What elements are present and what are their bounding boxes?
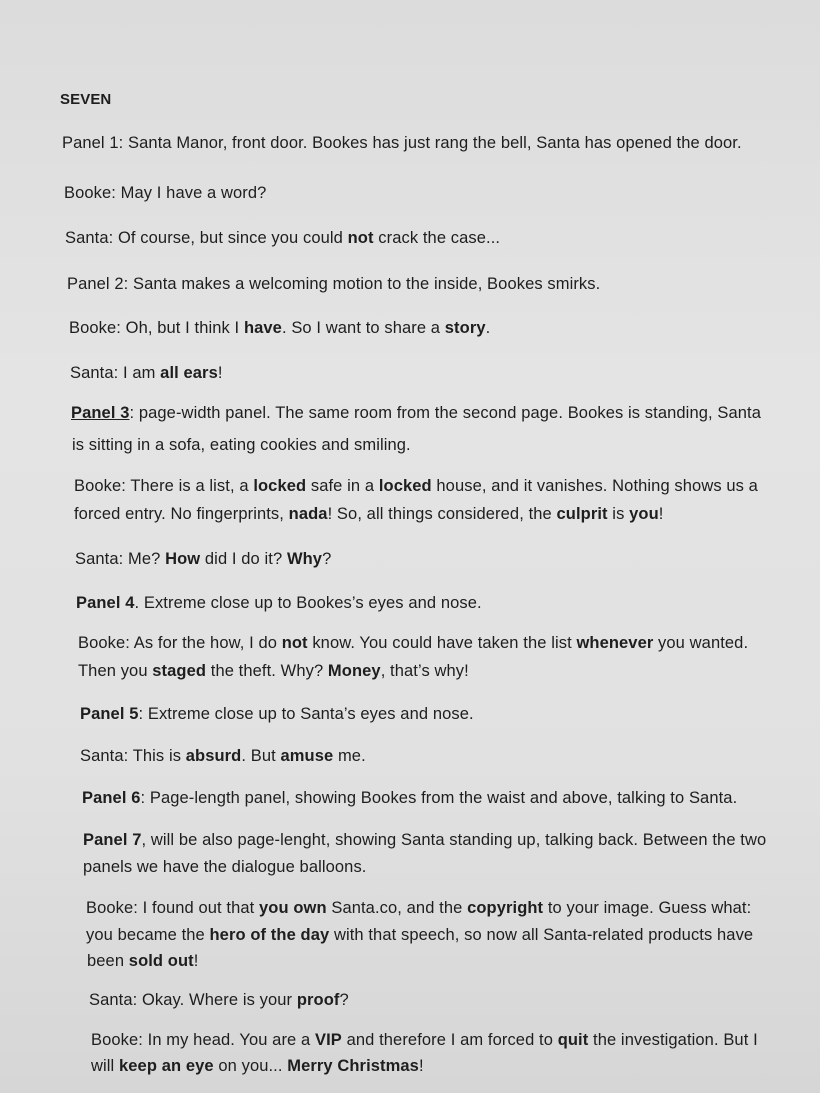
text-run: : Extreme close up to Santa’s eyes and nose.	[138, 705, 474, 723]
text-run: to your image. Guess what:	[543, 899, 752, 917]
panel-2-description	[67, 270, 600, 298]
emphasis-text: keep an eye	[119, 1057, 214, 1075]
booke-line-5-cont	[86, 921, 753, 949]
emphasis-text: Why	[286, 550, 323, 568]
text-run: ?	[322, 550, 332, 568]
emphasis-text: How	[165, 550, 201, 568]
text-run: is sitting in a sofa, eating cookies and smiling.	[72, 436, 411, 454]
santa-line-5	[89, 986, 349, 1014]
text-run: . So I want to share a	[281, 319, 445, 337]
booke-line-3	[74, 472, 758, 500]
text-run: Santa: Me?	[75, 550, 166, 568]
text-run: on you...	[213, 1057, 288, 1075]
text-run: been	[87, 952, 129, 970]
panel-7-description-cont	[83, 853, 367, 881]
santa-line-3	[75, 545, 331, 573]
booke-line-5	[86, 894, 751, 922]
text-run: Santa.co, and the	[326, 899, 468, 917]
emphasis-text: nada	[288, 505, 328, 523]
text-run: , will be also page-lenght, showing Santa standing up, talking back. Between the two	[141, 831, 767, 849]
emphasis-text: you own	[259, 899, 327, 917]
panel-3-description	[71, 399, 761, 427]
text-run: know. You could have taken the list	[307, 634, 577, 652]
panel-3-description-cont	[72, 431, 411, 459]
text-run: house, and it vanishes. Nothing shows us a	[431, 477, 758, 495]
booke-line-1	[64, 179, 266, 207]
booke-line-3-cont	[74, 500, 663, 528]
text-run: will	[91, 1057, 119, 1075]
emphasis-text: Merry Christmas	[287, 1057, 419, 1075]
text-run: is	[607, 505, 630, 523]
text-run: the theft. Why?	[206, 662, 328, 680]
text-run: Santa: I am	[70, 364, 161, 382]
santa-line-1	[65, 224, 500, 252]
page-heading: SEVEN	[60, 91, 112, 108]
booke-line-4-cont	[78, 657, 469, 685]
text-run: Panel 1: Santa Manor, front door. Bookes has just rang the bell, Santa has opened the door.	[62, 134, 742, 152]
text-run: did I do it?	[200, 550, 287, 568]
emphasis-text: locked	[378, 477, 432, 495]
text-run: . Extreme close up to Bookes’s eyes and nose.	[134, 594, 482, 612]
emphasis-text: staged	[152, 662, 207, 680]
emphasis-text: absurd	[185, 747, 242, 765]
text-run: Booke: I found out that	[86, 899, 260, 917]
text-run: crack the case...	[373, 229, 501, 247]
emphasis-text: you	[629, 505, 659, 523]
emphasis-text: amuse	[280, 747, 334, 765]
text-run: forced entry. No fingerprints,	[74, 505, 289, 523]
booke-line-5-end	[87, 947, 198, 975]
text-run: Panel 2: Santa makes a welcoming motion to the inside, Bookes smirks.	[67, 275, 601, 293]
emphasis-text: Panel 6	[82, 789, 141, 807]
emphasis-text: Panel 3	[71, 404, 130, 422]
panel-4-description	[76, 589, 482, 617]
text-run: with that speech, so now all Santa-related products have	[329, 926, 754, 944]
emphasis-text: all ears	[160, 364, 218, 382]
emphasis-text: culprit	[556, 505, 608, 523]
text-run: . But	[241, 747, 281, 765]
text-run: ?	[339, 991, 349, 1009]
panel-1-description	[62, 129, 742, 157]
text-run: panels we have the dialogue balloons.	[83, 858, 367, 876]
panel-7-description	[83, 826, 766, 854]
text-run: !	[193, 952, 199, 970]
emphasis-text: proof	[296, 991, 340, 1009]
emphasis-text: not	[347, 229, 374, 247]
text-run: Then you	[78, 662, 153, 680]
text-run: Santa: Okay. Where is your	[89, 991, 297, 1009]
text-run: the investigation. But I	[588, 1031, 758, 1049]
emphasis-text: hero of the day	[209, 926, 330, 944]
text-run: Booke: Oh, but I think I	[69, 319, 244, 337]
text-run: safe in a	[306, 477, 379, 495]
text-run: : Page-length panel, showing Bookes from the waist and above, talking to Santa.	[140, 789, 738, 807]
text-run: Booke: In my head. You are a	[91, 1031, 315, 1049]
text-run: me.	[333, 747, 366, 765]
text-run: Booke: There is a list, a	[74, 477, 254, 495]
emphasis-text: Money	[327, 662, 381, 680]
text-run: Booke: As for the how, I do	[78, 634, 282, 652]
santa-line-2	[70, 359, 223, 387]
booke-line-4	[78, 629, 748, 657]
emphasis-text: Panel 7	[83, 831, 142, 849]
emphasis-text: quit	[557, 1031, 589, 1049]
text-run: Booke: May I have a word?	[64, 184, 267, 202]
text-run: you became the	[86, 926, 210, 944]
emphasis-text: sold out	[128, 952, 194, 970]
emphasis-text: VIP	[314, 1031, 342, 1049]
panel-5-description	[80, 700, 474, 728]
emphasis-text: copyright	[467, 899, 544, 917]
text-run: and therefore I am forced to	[341, 1031, 558, 1049]
text-run: , that’s why!	[380, 662, 469, 680]
emphasis-text: not	[281, 634, 308, 652]
text-run: Santa: This is	[80, 747, 186, 765]
text-run: .	[485, 319, 491, 337]
text-run: ! So, all things considered, the	[327, 505, 557, 523]
emphasis-text: Panel 4	[76, 594, 135, 612]
booke-line-2	[69, 314, 490, 342]
text-run: Santa: Of course, but since you could	[65, 229, 348, 247]
emphasis-text: have	[243, 319, 282, 337]
text-run: !	[658, 505, 664, 523]
text-run: : page-width panel. The same room from the second page. Bookes is standing, Santa	[129, 404, 761, 422]
booke-line-6-cont	[91, 1052, 424, 1080]
booke-line-6	[91, 1026, 758, 1054]
text-run: you wanted.	[653, 634, 749, 652]
text-run: !	[217, 364, 223, 382]
emphasis-text: Panel 5	[80, 705, 139, 723]
santa-line-4	[80, 742, 366, 770]
emphasis-text: story	[444, 319, 486, 337]
text-run: !	[418, 1057, 424, 1075]
emphasis-text: locked	[253, 477, 307, 495]
panel-6-description	[82, 784, 737, 812]
emphasis-text: whenever	[576, 634, 654, 652]
